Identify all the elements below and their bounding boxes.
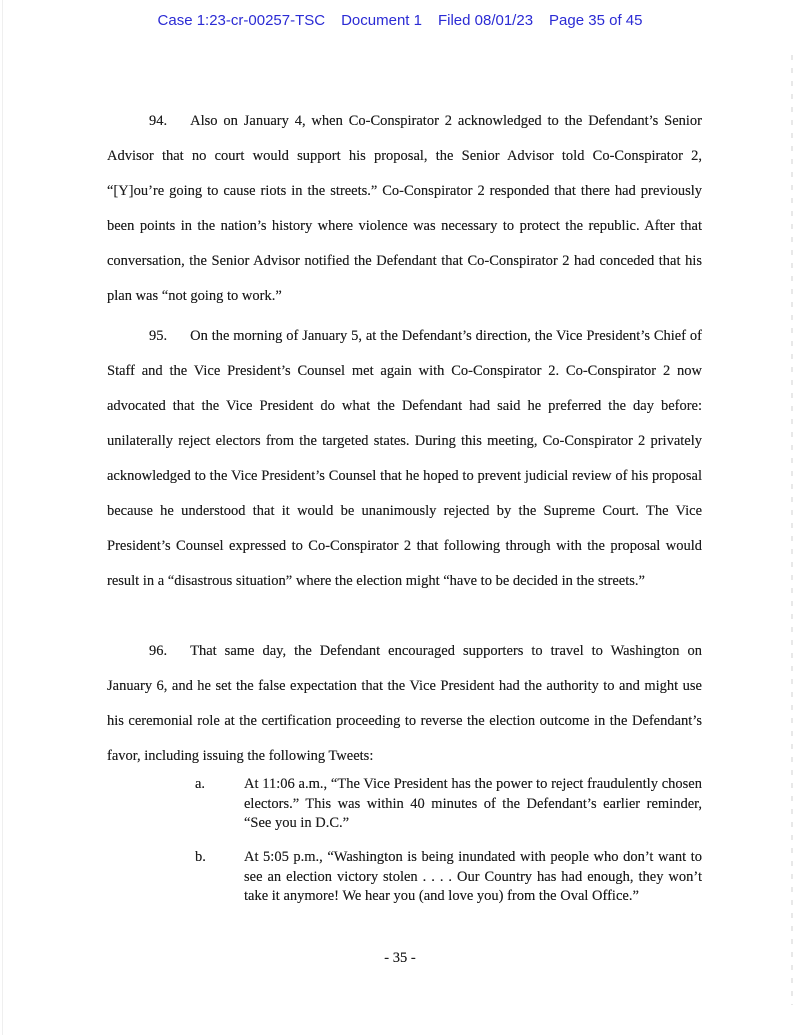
case-number: Case 1:23-cr-00257-TSC (157, 12, 326, 29)
scan-artifact-right-edge (791, 55, 793, 1005)
paragraph-95-text: On the morning of January 5, at the Defendant’s direction, the Vice President’s Chief of Staff and the Vice President’s Counsel met again with Co-Conspirator 2. Co-Conspirator 2 now advocated that the Vice President do what the Defendant had said he preferred the day before: unilaterally reject electors from the targeted states. During this meeting, Co-Conspirator 2 privately acknowledged to the Vice President’s Counsel that he hoped to prevent judicial review of his proposal because he understood that it would be unanimously rejected by the Supreme Court. The Vice President’s Counsel expressed to Co-Conspirator 2 that following through with the proposal would result in a “disastrous situation” where the election might “have to be decided in the streets.” (107, 328, 702, 589)
filed-date: Filed 08/01/23 (437, 12, 534, 29)
tweet-item-a-text: At 11:06 a.m., “The Vice President has the power to reject fraudulently chosen electors.” This was within 40 minutes of the Defendant’s earlier reminder, “See you in D.C.” (244, 776, 702, 831)
tweet-item-b (195, 848, 702, 907)
page-number: - 35 - (384, 950, 416, 966)
paragraph-96-text: That same day, the Defendant encouraged supporters to travel to Washington on January 6, and he set the false expectation that the Vice President had the authority to and might use his ceremonial role at the certification proceeding to reverse the election outcome in the Defendant’s favor, including issuing the following Tweets: (107, 643, 702, 764)
paragraph-94-number: 94. (149, 113, 168, 129)
tweet-item-b-label: b. (195, 849, 206, 865)
page-indicator: Page 35 of 45 (549, 12, 643, 29)
paragraph-94 (107, 104, 702, 314)
paragraph-96 (107, 634, 702, 774)
page-number-footer (0, 950, 800, 967)
paragraph-95-number: 95. (149, 328, 168, 344)
tweet-item-a-label: a. (195, 776, 206, 792)
paragraph-94-text: Also on January 4, when Co-Conspirator 2 acknowledged to the Defendant’s Senior Advisor that no court would support his proposal, the Senior Advisor told Co-Conspirator 2, “[Y]ou’re going to cause riots in the streets.” Co-Conspirator 2 responded that there had previously been points in the nation’s history where violence was necessary to protect the republic. After that conversation, the Senior Advisor notified the Defendant that Co-Conspirator 2 had conceded that his plan was “not going to work.” (107, 113, 702, 304)
paragraph-96-number: 96. (149, 643, 168, 659)
scan-artifact-left-edge (2, 0, 3, 1035)
tweet-item-b-text: At 5:05 p.m., “Washington is being inundated with people who don’t want to see an election victory stolen . . . . Our Country has had enough, they won’t take it anymore! We hear you (and love you) from the Oval Office.” (244, 849, 702, 904)
document-number: Document 1 (341, 12, 422, 29)
court-filing-stamp (0, 12, 800, 29)
tweet-item-a (195, 775, 702, 834)
paragraph-95 (107, 319, 702, 599)
